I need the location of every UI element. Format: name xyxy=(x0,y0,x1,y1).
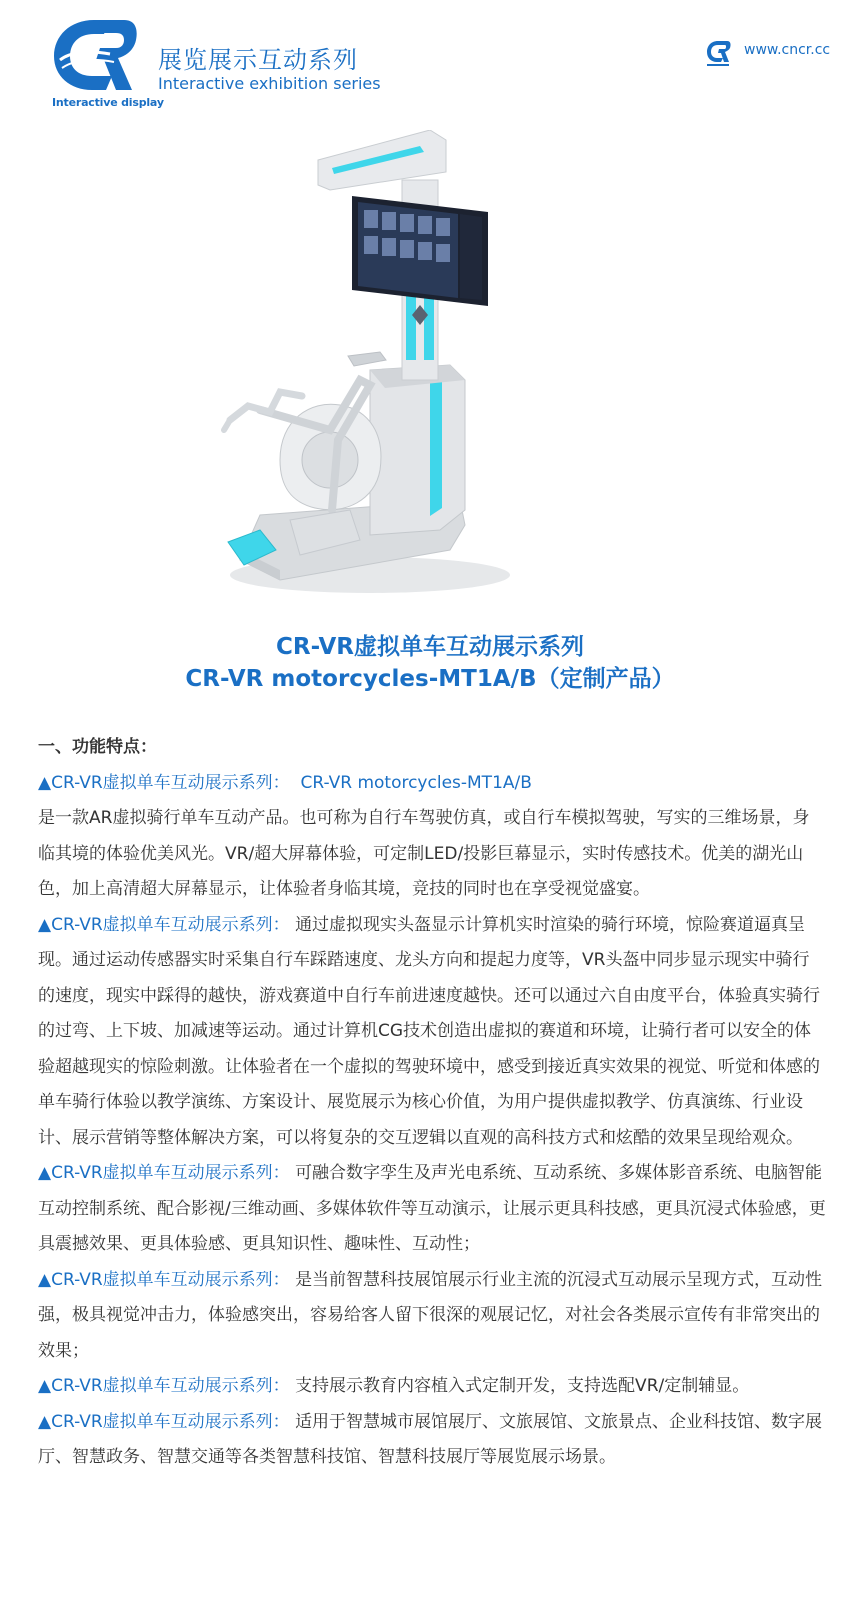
feature-item xyxy=(38,1156,826,1263)
triangle-icon: ▲ xyxy=(38,772,52,793)
feature-label: CR-VR虚拟单车互动展示系列： xyxy=(51,914,290,935)
feature-text: 可融合数字孪生及声光电系统、互动系统、多媒体影音系统、电脑智能互动控制系统、配合影视/三维动画、多媒体软件等互动演示，让展示更具科技感，更具沉浸式体验感，更具震撼效果、更具体验感、更具知识性、趣味性、互动性； xyxy=(38,1163,826,1254)
feature-label: CR-VR虚拟单车互动展示系列： xyxy=(51,1411,290,1432)
feature-text: 通过虚拟现实头盔显示计算机实时渲染的骑行环境，惊险赛道逼真呈现。通过运动传感器实时采集自行车踩踏速度、龙头方向和提起力度等，VR头盔中同步显示现实中骑行的速度，现实中踩得的越快，游戏赛道中自行车前进速度越快。还可以通过六自由度平台，体验真实骑行的过弯、上下坡、加减速等运动。通过计算机CG技术创造出虚拟的赛道和环境，让骑行者可以安全的体验超越现实的惊险刺激。让体验者在一个虚拟的驾驶环境中，感受到接近真实效果的视觉、听觉和体感的单车骑行体验以教学演练、方案设计、展览展示为核心价值，为用户提供虚拟教学、仿真演练、行业设计、展示营销等整体解决方案，可以将复杂的交互逻辑以直观的高科技方式和炫酷的效果呈现给观众。 xyxy=(38,914,820,1148)
feature-item xyxy=(38,1405,826,1476)
triangle-icon: ▲ xyxy=(38,1411,52,1432)
cr-logo-icon xyxy=(48,14,140,94)
triangle-icon: ▲ xyxy=(38,1163,52,1183)
feature-content xyxy=(38,730,826,1476)
small-cr-logo-icon xyxy=(704,38,732,68)
feature-label: CR-VR虚拟单车互动展示系列： xyxy=(51,1163,290,1183)
feature-text: 是一款AR虚拟骑行单车互动产品。也可称为自行车驾驶仿真，或自行车模拟驾驶，写实的三维场景，身临其境的体验优美风光。VR/超大屏幕体验，可定制LED/投影巨幕显示，实时传感技术。优美的湖光山色，加上高清超大屏幕显示，让体验者身临其境，竞技的同时也在享受视觉盛宴。 xyxy=(38,808,810,899)
feature-item xyxy=(38,1263,826,1370)
brand-title-en: Interactive exhibition series xyxy=(158,74,381,93)
feature-label: CR-VR虚拟单车互动展示系列： xyxy=(51,772,290,793)
feature-text: 适用于智慧城市展馆展厅、文旅展馆、文旅景点、企业科技馆、数字展厅、智慧政务、智慧交通等各类智慧科技馆、智慧科技展厅等展览展示场景。 xyxy=(38,1411,823,1467)
feature-label-model: CR-VR motorcycles-MT1A/B xyxy=(300,772,532,793)
product-title-en: CR-VR motorcycles-MT1A/B（定制产品） xyxy=(185,666,675,692)
feature-label: CR-VR虚拟单车互动展示系列： xyxy=(51,1269,290,1290)
triangle-icon: ▲ xyxy=(38,1376,52,1396)
page-header xyxy=(0,0,860,120)
logo-caption: Interactive display xyxy=(52,96,164,109)
vr-bike-product-image xyxy=(220,130,520,605)
brand-title-cn: 展览展示互动系列 xyxy=(158,46,358,74)
product-title-cn: CR-VR虚拟单车互动展示系列 xyxy=(276,634,584,660)
feature-text: 是当前智慧科技展馆展示行业主流的沉浸式互动展示呈现方式，互动性强，极具视觉冲击力，体验感突出，容易给客人留下很深的观展记忆，对社会各类展示宣传有非常突出的效果； xyxy=(38,1269,823,1361)
section-heading: 一、功能特点： xyxy=(38,737,157,757)
feature-item xyxy=(38,766,826,908)
feature-label: CR-VR虚拟单车互动展示系列： xyxy=(51,1376,290,1396)
feature-item xyxy=(38,1369,826,1405)
feature-text: 支持展示教育内容植入式定制开发，支持选配VR/定制辅显。 xyxy=(295,1376,750,1396)
website-link[interactable]: www.cncr.cc xyxy=(744,42,831,58)
feature-item xyxy=(38,908,826,1157)
triangle-icon: ▲ xyxy=(38,914,52,935)
triangle-icon: ▲ xyxy=(38,1269,52,1290)
